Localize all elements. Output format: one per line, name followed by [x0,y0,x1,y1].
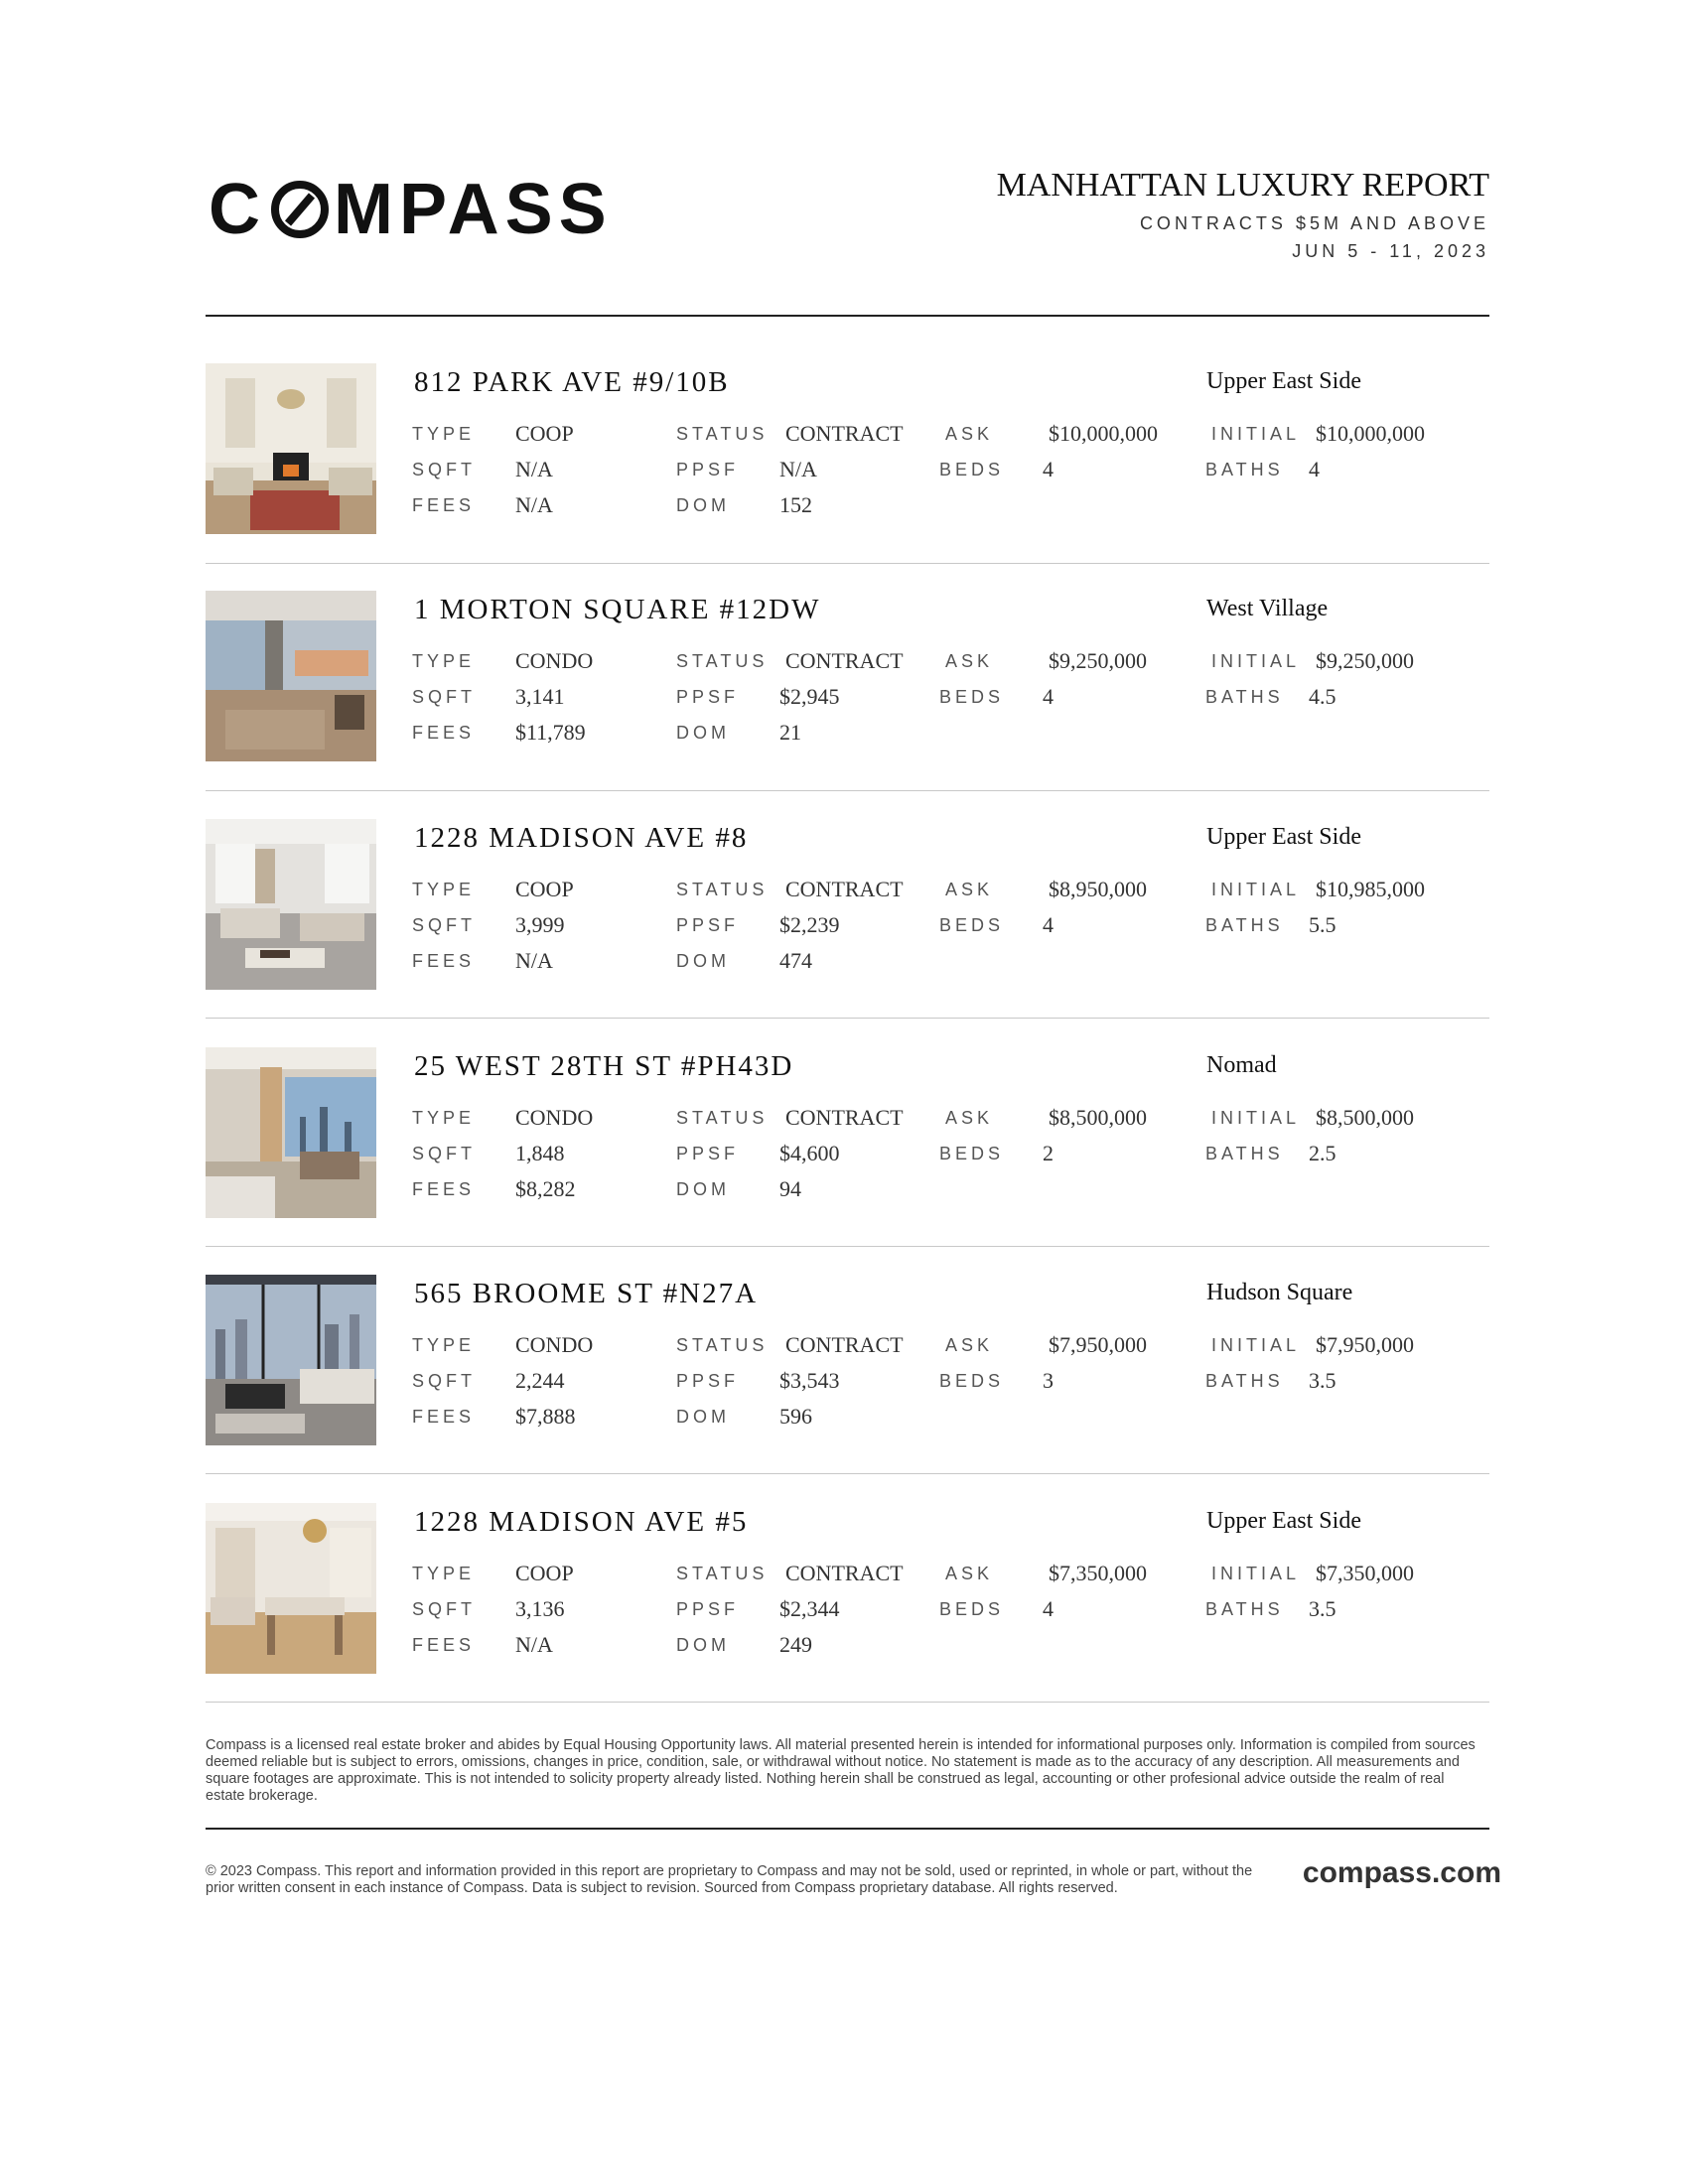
status-value: CONTRACT [785,1332,904,1357]
listing-divider [206,563,1489,564]
ask-label: ASK [945,1335,994,1355]
listing-divider [206,1702,1489,1703]
ppsf-value: $2,344 [779,1596,840,1621]
baths-value: 5.5 [1309,912,1336,937]
status-value: CONTRACT [785,1561,904,1585]
baths-label: BATHS [1205,915,1284,935]
fees-value: N/A [515,492,553,517]
listing-neighborhood: Upper East Side [1206,368,1361,394]
ask-value: $7,350,000 [1049,1561,1147,1585]
ppsf-label: PPSF [676,460,740,479]
listing-address: 25 WEST 28TH ST #PH43D [414,1050,794,1082]
compass-logo [209,169,613,250]
listing-row [206,1275,1489,1503]
initial-label: INITIAL [1211,424,1301,444]
type-value: COOP [515,1561,574,1585]
ask-label: ASK [945,880,994,899]
header-divider [206,315,1489,317]
fees-value: $11,789 [515,720,586,745]
ppsf-label: PPSF [676,1371,740,1391]
type-label: TYPE [412,1335,476,1355]
ppsf-label: PPSF [676,1599,740,1619]
sqft-value: N/A [515,457,553,481]
initial-value: $7,950,000 [1316,1332,1414,1357]
sqft-label: SQFT [412,687,476,707]
listing-neighborhood: Nomad [1206,1052,1277,1078]
fees-label: FEES [412,951,476,971]
ask-value: $9,250,000 [1049,648,1147,673]
initial-value: $8,500,000 [1316,1105,1414,1130]
status-value: CONTRACT [785,1105,904,1130]
baths-label: BATHS [1205,1144,1284,1163]
fees-value: $7,888 [515,1404,576,1429]
ppsf-label: PPSF [676,687,740,707]
baths-value: 2.5 [1309,1141,1336,1165]
type-value: COOP [515,421,574,446]
ppsf-value: $3,543 [779,1368,840,1393]
beds-value: 2 [1043,1141,1054,1165]
baths-label: BATHS [1205,460,1284,479]
type-value: COOP [515,877,574,901]
fees-label: FEES [412,1635,476,1655]
report-subtitle: CONTRACTS $5M AND ABOVE [1139,213,1489,233]
listing-photo [206,591,376,761]
ask-value: $10,000,000 [1049,421,1158,446]
baths-value: 3.5 [1309,1368,1336,1393]
sqft-label: SQFT [412,1144,476,1163]
dom-value: 249 [779,1632,812,1657]
baths-value: 4.5 [1309,684,1336,709]
ask-value: $7,950,000 [1049,1332,1147,1357]
baths-value: 4 [1309,457,1320,481]
status-label: STATUS [676,1335,769,1355]
baths-value: 3.5 [1309,1596,1336,1621]
listing-divider [206,1473,1489,1474]
initial-value: $9,250,000 [1316,648,1414,673]
listing-photo [206,1275,376,1445]
ppsf-label: PPSF [676,1144,740,1163]
listing-neighborhood: West Village [1206,596,1329,621]
dom-label: DOM [676,1407,730,1427]
listing-photo [206,819,376,990]
dom-label: DOM [676,1179,730,1199]
listing-row [206,1047,1489,1276]
listing-row [206,363,1489,592]
status-label: STATUS [676,1108,769,1128]
baths-label: BATHS [1205,687,1284,707]
listing-neighborhood: Upper East Side [1206,1508,1361,1534]
sqft-value: 3,999 [515,912,565,937]
dom-value: 21 [779,720,801,745]
beds-label: BEDS [939,1371,1005,1391]
ask-value: $8,950,000 [1049,877,1147,901]
sqft-value: 2,244 [515,1368,565,1393]
initial-value: $7,350,000 [1316,1561,1414,1585]
sqft-value: 3,136 [515,1596,565,1621]
beds-label: BEDS [939,1599,1005,1619]
initial-label: INITIAL [1211,1335,1301,1355]
listing-photo [206,1503,376,1674]
sqft-label: SQFT [412,1371,476,1391]
sqft-value: 3,141 [515,684,565,709]
sqft-label: SQFT [412,915,476,935]
baths-label: BATHS [1205,1371,1284,1391]
beds-label: BEDS [939,460,1005,479]
listing-address: 1 MORTON SQUARE #12DW [414,594,821,625]
ask-label: ASK [945,1564,994,1583]
beds-label: BEDS [939,915,1005,935]
listing-address: 1228 MADISON AVE #8 [414,822,749,854]
ask-label: ASK [945,1108,994,1128]
dom-label: DOM [676,1635,730,1655]
listing-neighborhood: Upper East Side [1206,824,1361,850]
type-value: CONDO [515,1105,594,1130]
beds-label: BEDS [939,1144,1005,1163]
listing-divider [206,1246,1489,1247]
fees-label: FEES [412,1179,476,1199]
report-date-range: JUN 5 - 11, 2023 [1292,241,1489,261]
listing-neighborhood: Hudson Square [1206,1280,1353,1305]
initial-value: $10,000,000 [1316,421,1425,446]
ask-label: ASK [945,651,994,671]
beds-value: 4 [1043,1596,1054,1621]
beds-value: 3 [1043,1368,1054,1393]
dom-label: DOM [676,495,730,515]
initial-label: INITIAL [1211,1564,1301,1583]
status-label: STATUS [676,424,769,444]
sqft-label: SQFT [412,1599,476,1619]
type-label: TYPE [412,1564,476,1583]
copyright-notice: © 2023 Compass. This report and information provided in this report are proprietary to Compass and may not be sold, used or reprinted, in whole or part, without the prior written consent in each instance of Compass. Data is subject to revision. Sourced from Compass proprietary database. All rights reserved. [206,1863,1253,1896]
dom-value: 94 [779,1176,801,1201]
type-label: TYPE [412,880,476,899]
status-value: CONTRACT [785,648,904,673]
beds-value: 4 [1043,912,1054,937]
report-title: MANHATTAN LUXURY REPORT [996,167,1489,204]
listing-photo [206,363,376,534]
listing-divider [206,790,1489,791]
fees-label: FEES [412,495,476,515]
baths-label: BATHS [1205,1599,1284,1619]
initial-label: INITIAL [1211,651,1301,671]
listing-address: 565 BROOME ST #N27A [414,1278,759,1309]
listing-row [206,819,1489,1047]
type-label: TYPE [412,1108,476,1128]
logo-text-right: MPASS [334,170,613,249]
fees-label: FEES [412,723,476,743]
dom-label: DOM [676,951,730,971]
website-link[interactable]: compass.com [1302,1856,1501,1889]
ppsf-value: N/A [779,457,817,481]
ask-value: $8,500,000 [1049,1105,1147,1130]
ppsf-value: $2,945 [779,684,840,709]
dom-value: 474 [779,948,812,973]
initial-label: INITIAL [1211,880,1301,899]
ppsf-label: PPSF [676,915,740,935]
ppsf-value: $2,239 [779,912,840,937]
ask-label: ASK [945,424,994,444]
listing-row [206,591,1489,819]
status-value: CONTRACT [785,421,904,446]
dom-label: DOM [676,723,730,743]
dom-value: 152 [779,492,812,517]
legal-disclaimer: Compass is a licensed real estate broker and abides by Equal Housing Opportunity laws. All material presented herein is intended for informational purposes only. Information is compiled from sources deemed reliable but is subject to errors, omissions, changes in price, condition, sale, or withdrawal without notice. No statement is made as to the accuracy of any description. All measurements and square footages are approximate. This is not intended to solicity property already listed. Nothing herein shall be construed as legal, accounting or other profesional advice outside the realm of real estate brokerage. [206,1737,1476,1804]
listing-address: 1228 MADISON AVE #5 [414,1506,749,1538]
sqft-value: 1,848 [515,1141,565,1165]
initial-label: INITIAL [1211,1108,1301,1128]
status-value: CONTRACT [785,877,904,901]
type-value: CONDO [515,648,594,673]
ppsf-value: $4,600 [779,1141,840,1165]
listing-photo [206,1047,376,1218]
sqft-label: SQFT [412,460,476,479]
fees-value: N/A [515,948,553,973]
type-label: TYPE [412,651,476,671]
logo-text-left: C [209,170,266,249]
listing-divider [206,1018,1489,1019]
initial-value: $10,985,000 [1316,877,1425,901]
footer-divider [206,1828,1489,1830]
status-label: STATUS [676,651,769,671]
listing-address: 812 PARK AVE #9/10B [414,366,730,398]
beds-label: BEDS [939,687,1005,707]
compass-logo-o-icon [268,178,332,241]
status-label: STATUS [676,1564,769,1583]
type-value: CONDO [515,1332,594,1357]
type-label: TYPE [412,424,476,444]
fees-value: $8,282 [515,1176,576,1201]
listing-row [206,1503,1489,1731]
status-label: STATUS [676,880,769,899]
fees-label: FEES [412,1407,476,1427]
beds-value: 4 [1043,457,1054,481]
fees-value: N/A [515,1632,553,1657]
beds-value: 4 [1043,684,1054,709]
dom-value: 596 [779,1404,812,1429]
